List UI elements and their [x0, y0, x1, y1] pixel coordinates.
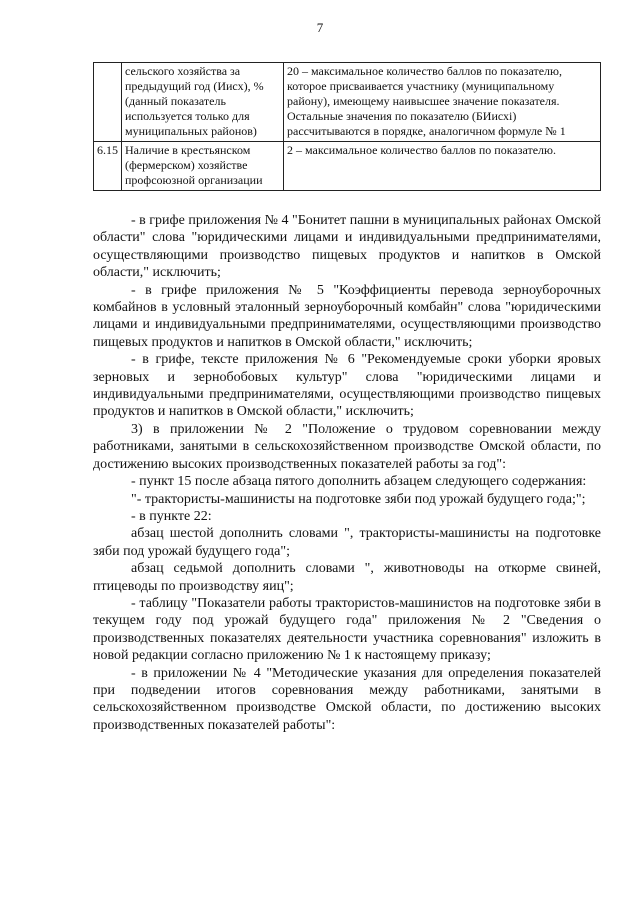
criteria-table [93, 62, 601, 191]
paragraph: - в грифе приложения № 5 "Коэффициенты перевода зерноуборочных комбайнов в условный эталонный зерноуборочный комбайн" слова "юридическими лицами и индивидуальными предпринимателями, осуществляющими производство пищевых продуктов и напитков в Омской области," исключить; [93, 282, 601, 350]
table-cell-number: 6.15 [94, 142, 122, 191]
table-cell-indicator: сельского хозяйства за предыдущий год (Иисх), % (данный показатель используется только для муниципальных районов) [122, 63, 284, 142]
table-cell-indicator: Наличие в крестьянском (фермерском) хозяйстве профсоюзной организации [122, 142, 284, 191]
paragraph: - в приложении № 4 "Методические указания для определения показателей при подведении итогов соревнования между работниками, занятыми в сельскохозяйственном производстве Омской области, по достижению высоких производственных показателей работы": [93, 665, 601, 733]
table-cell-scoring: 2 – максимальное количество баллов по показателю. [284, 142, 601, 191]
paragraph: - в грифе, тексте приложения № 6 "Рекомендуемые сроки уборки яровых зерновых и зернобобовых культур" слова "юридическими лицами и индивидуальными предпринимателями, осуществляющими производство пищевых продуктов и напитков в Омской области," исключить; [93, 352, 601, 420]
paragraph: абзац седьмой дополнить словами ", животноводы на откорме свиней, птицеводы по производству яиц"; [93, 561, 601, 594]
table-cell-scoring: 20 – максимальное количество баллов по показателю, которое присваивается участнику (муниципальному району), имеющему наивысшее значение показателя. Остальные значения по показателю (БИисхi) рассчитываются в порядке, аналогичном формуле № 1 [284, 63, 601, 142]
paragraph: - в пункте 22: [131, 508, 212, 524]
paragraph: абзац шестой дополнить словами ", трактористы-машинисты на подготовке зяби под урожай будущего года"; [93, 526, 601, 559]
paragraph: 3) в приложении № 2 "Положение о трудовом соревновании между работниками, занятыми в сельскохозяйственном производстве Омской области, по достижению высоких производственных показателей работы за год": [93, 421, 601, 472]
table-cell-number [94, 63, 122, 142]
document-body [93, 212, 601, 734]
paragraph: - в грифе приложения № 4 "Бонитет пашни в муниципальных районах Омской области" слова "юридическими лицами и индивидуальными предпринимателями, осуществляющими производство пищевых продуктов и напитков в Омской области," исключить; [93, 213, 601, 281]
table-row [94, 142, 601, 191]
paragraph: - пункт 15 после абзаца пятого дополнить абзацем следующего содержания: [131, 474, 587, 490]
paragraph: "- трактористы-машинисты на подготовке зяби под урожай будущего года;"; [131, 491, 586, 507]
page-number: 7 [316, 20, 324, 35]
table-row [94, 63, 601, 142]
paragraph: - таблицу "Показатели работы трактористов-машинистов на подготовке зяби в текущем году под урожай будущего года" приложения № 2 "Сведения о производственных показателях деятельности участника соревнования" изложить в новой редакции согласно приложению № 1 к настоящему приказу; [93, 595, 601, 664]
